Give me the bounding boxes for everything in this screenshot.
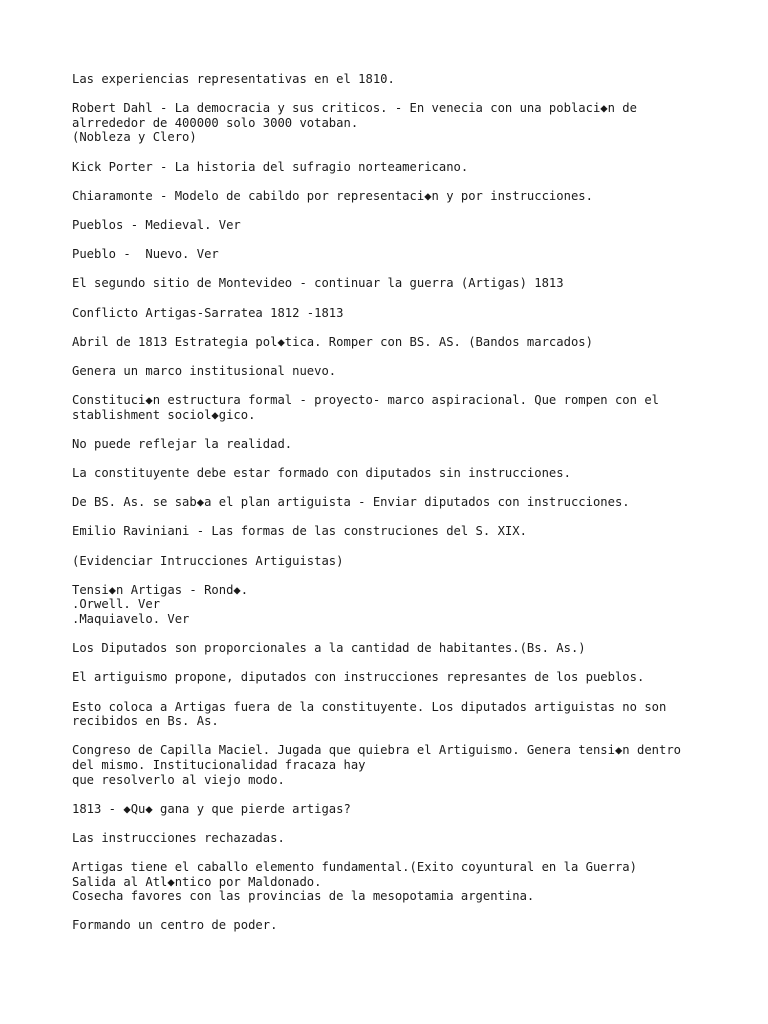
paragraph <box>72 700 732 729</box>
paragraph <box>72 743 732 787</box>
text-line: Las experiencias representativas en el 1810. <box>72 72 395 86</box>
text-line: Chiaramonte - Modelo de cabildo por representaci◆n y por instrucciones. <box>72 188 593 203</box>
text-line: (Evidenciar Intrucciones Artiguistas) <box>72 553 344 568</box>
text-line: Salida al Atl◆ntico por Maldonado. <box>72 874 322 889</box>
text-line: El segundo sitio de Montevideo - continuar la guerra (Artigas) 1813 <box>72 276 564 291</box>
text-line: Constituci◆n estructura formal - proyecto- marco aspiracional. Que rompen con el <box>72 393 659 408</box>
paragraph <box>72 554 732 569</box>
text-line: Kick Porter - La historia del sufragio norteamericano. <box>72 159 469 174</box>
paragraph <box>72 364 732 379</box>
text-line: Esto coloca a Artigas fuera de la constituyente. Los diputados artiguistas no son <box>72 699 667 714</box>
paragraph <box>72 583 732 627</box>
paragraph <box>72 524 732 539</box>
text-line: .Maquiavelo. Ver <box>72 611 190 626</box>
text-line: El artiguismo propone, diputados con instrucciones represantes de los pueblos. <box>72 670 645 685</box>
text-line: No puede reflejar la realidad. <box>72 436 293 451</box>
text-line: Las instrucciones rechazadas. <box>72 830 285 845</box>
paragraph <box>72 160 732 175</box>
text-line: Conflicto Artigas-Sarratea 1812 -1813 <box>72 305 344 320</box>
paragraph <box>72 918 732 933</box>
text-line: De BS. As. se sab◆a el plan artiguista - Enviar diputados con instrucciones. <box>72 495 630 510</box>
text-line: recibidos en Bs. As. <box>72 714 219 729</box>
text-line: Pueblo - Nuevo. Ver <box>72 247 219 262</box>
text-line: stablishment sociol◆gico. <box>72 407 256 422</box>
text-line: La constituyente debe estar formado con diputados sin instrucciones. <box>72 466 571 481</box>
paragraph <box>72 437 732 452</box>
paragraph <box>72 306 732 321</box>
paragraph <box>72 860 732 904</box>
text-line: alrrededor de 400000 solo 3000 votaban. <box>72 115 359 130</box>
paragraph <box>72 276 732 291</box>
paragraph <box>72 189 732 204</box>
paragraph <box>72 335 732 350</box>
text-line: Robert Dahl - La democracia y sus criticos. - En venecia con una poblaci◆n de <box>72 101 637 116</box>
text-line: que resolverlo al viejo modo. <box>72 772 285 787</box>
text-line: Artigas tiene el caballo elemento fundamental.(Exito coyuntural en la Guerra) <box>72 860 637 875</box>
text-line: (Nobleza y Clero) <box>72 130 197 145</box>
paragraph <box>72 641 732 656</box>
paragraph <box>72 218 732 233</box>
text-line: Congreso de Capilla Maciel. Jugada que quiebra el Artiguismo. Genera tensi◆n dentro <box>72 743 682 758</box>
text-line: Formando un centro de poder. <box>72 918 278 933</box>
text-line: Los Diputados son proporcionales a la cantidad de habitantes.(Bs. As.) <box>72 641 586 656</box>
paragraph <box>72 247 732 262</box>
document-body <box>72 72 732 948</box>
text-line: 1813 - ◆Qu◆ gana y que pierde artigas? <box>72 801 351 816</box>
paragraph <box>72 802 732 817</box>
paragraph <box>72 393 732 422</box>
text-line: Cosecha favores con las provincias de la mesopotamia argentina. <box>72 889 535 904</box>
paragraph <box>72 670 732 685</box>
paragraph <box>72 495 732 510</box>
text-line: Genera un marco institusional nuevo. <box>72 363 337 378</box>
paragraph <box>72 101 732 145</box>
text-line: Abril de 1813 Estrategia pol◆tica. Romper con BS. AS. (Bandos marcados) <box>72 334 593 349</box>
text-line: del mismo. Institucionalidad fracaza hay <box>72 757 366 772</box>
text-line: .Orwell. Ver <box>72 597 161 612</box>
paragraph <box>72 466 732 481</box>
text-line: Pueblos - Medieval. Ver <box>72 217 241 232</box>
paragraph <box>72 831 732 846</box>
paragraph <box>72 72 732 87</box>
text-line: Tensi◆n Artigas - Rond◆. <box>72 582 249 597</box>
text-line: Emilio Raviniani - Las formas de las construciones del S. XIX. <box>72 524 527 539</box>
